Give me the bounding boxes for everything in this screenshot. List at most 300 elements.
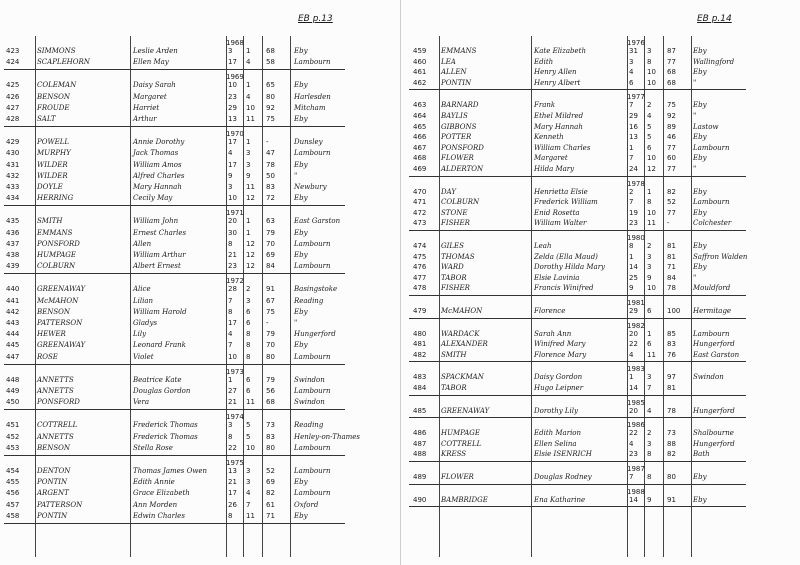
entry-day: 7 (228, 341, 233, 350)
section-divider (409, 295, 746, 296)
entry-surname: HUMPAGE (37, 251, 76, 259)
section-divider (4, 273, 345, 274)
entry-month: 12 (246, 262, 255, 271)
entry-number: 444 (6, 330, 20, 339)
entry-place: Lambourn (294, 352, 331, 361)
entry-place: Lambourn (294, 467, 331, 475)
entry-surname: DENTON (37, 467, 71, 475)
section-divider (4, 205, 345, 206)
entry-age: 91 (266, 285, 275, 294)
entry-place: Bath (693, 450, 710, 459)
entry-forenames: Ellen May (133, 58, 169, 67)
entry-forenames: Francis Winifred (534, 284, 594, 293)
entry-forenames: Jack Thomas (133, 149, 179, 158)
entry-day: 30 (228, 228, 237, 237)
entry-forenames: Henry Allen (534, 68, 577, 77)
entry-surname: GIBBONS (441, 122, 477, 131)
section-divider (409, 461, 746, 462)
entry-age: 83 (667, 340, 676, 349)
entry-number: 470 (413, 187, 427, 196)
entry-age: 71 (266, 511, 275, 520)
entry-day: 23 (629, 219, 638, 228)
entry-month: 3 (647, 373, 652, 382)
section-divider (409, 230, 746, 231)
entry-month: 1 (246, 138, 251, 147)
entry-day: 22 (629, 340, 638, 349)
entry-day: 17 (228, 160, 237, 169)
register-entry (0, 249, 400, 261)
entry-place: Reading (294, 296, 324, 305)
entry-surname: BENSON (37, 92, 71, 101)
entry-forenames: Hilda Mary (534, 165, 575, 173)
entry-place: Lambourn (294, 443, 331, 452)
entry-surname: ARGENT (37, 489, 69, 498)
register-entry (0, 227, 400, 239)
section-divider (409, 361, 746, 362)
entry-age: - (667, 219, 670, 228)
entry-month: 2 (246, 285, 251, 294)
entry-month: 12 (246, 194, 255, 203)
entry-age: 81 (667, 242, 676, 250)
entry-surname: BAYLIS (441, 112, 468, 120)
entry-month: 3 (246, 467, 251, 475)
entry-forenames: Ann Morden (133, 500, 178, 509)
entry-surname: HEWER (37, 330, 66, 339)
entry-forenames: Margaret (133, 92, 167, 101)
entry-age: 77 (667, 208, 676, 217)
entry-surname: SMITH (37, 217, 63, 226)
entry-forenames: Daisy Gordon (534, 373, 583, 382)
entry-month: 10 (647, 78, 656, 87)
entry-forenames: Violet (133, 352, 154, 361)
entry-place: Lambourn (294, 387, 331, 395)
entry-surname: SCAPLEHORN (37, 58, 90, 67)
entry-surname: ALDERTON (441, 165, 484, 173)
register-entry (0, 339, 400, 351)
entry-surname: PONTIN (37, 511, 68, 520)
entry-day: 13 (629, 133, 638, 142)
entry-forenames: Frederick William (534, 198, 598, 207)
entry-surname: SIMMONS (37, 47, 76, 55)
entry-number: 443 (6, 319, 20, 327)
entry-month: 4 (246, 58, 251, 67)
entry-month: 7 (647, 384, 652, 392)
entry-forenames: Leah (534, 242, 552, 250)
entry-day: 1 (629, 143, 634, 152)
entry-day: 4 (228, 149, 233, 158)
register-entry (0, 215, 400, 227)
entry-place: Lambourn (294, 239, 331, 248)
entry-month: 3 (246, 160, 251, 169)
entry-age: 82 (667, 450, 676, 459)
entry-place: " (693, 78, 697, 87)
entry-forenames: Daisy Sarah (133, 81, 176, 90)
entry-forenames: Albert Ernest (133, 262, 181, 271)
entry-day: 3 (228, 183, 233, 191)
entry-age: 56 (266, 387, 275, 395)
entry-age: 80 (667, 473, 676, 481)
entry-place: Eby (294, 478, 308, 487)
entry-forenames: Gladys (133, 319, 158, 327)
entry-surname: ANNETTS (37, 375, 74, 384)
register-entry (0, 181, 400, 193)
entry-day: 21 (228, 398, 237, 407)
entry-surname: McMAHON (441, 307, 483, 315)
entry-month: 9 (246, 171, 251, 180)
entry-forenames: Ernest Charles (133, 228, 187, 237)
entry-place: " (294, 171, 298, 180)
entry-month: 6 (647, 307, 652, 315)
entry-forenames: Sarah Ann (534, 329, 572, 338)
register-entry (401, 282, 800, 294)
entry-surname: COLBURN (37, 262, 76, 271)
entry-forenames: Kenneth (534, 133, 564, 142)
entry-age: 60 (667, 154, 676, 163)
year-heading: 1970 (226, 130, 244, 139)
entry-day: 21 (228, 478, 237, 487)
entry-surname: ALEXANDER (441, 340, 488, 349)
entry-forenames: Kate Elizabeth (534, 47, 586, 55)
entry-age: 82 (266, 489, 275, 498)
entry-month: 11 (647, 219, 656, 228)
entry-place: " (294, 319, 298, 327)
entry-day: 14 (629, 384, 638, 392)
section-divider (4, 364, 345, 365)
entry-forenames: Edith Annie (133, 478, 175, 487)
register-entry (0, 45, 400, 57)
entry-forenames: Douglas Rodney (534, 473, 592, 481)
entry-number: 485 (413, 406, 427, 415)
entry-month: 11 (246, 511, 255, 520)
entry-day: 17 (228, 319, 237, 327)
entry-forenames: Cecily May (133, 194, 173, 203)
entry-age: 87 (667, 47, 676, 55)
entry-day: 20 (629, 406, 638, 415)
register-entry (401, 494, 800, 506)
entry-forenames: Hugo Leipner (534, 384, 584, 392)
entry-age: 100 (667, 307, 681, 315)
register-entry (401, 77, 800, 89)
entry-month: 10 (246, 443, 255, 452)
entry-month: 10 (647, 68, 656, 77)
entry-age: 97 (667, 373, 676, 382)
entry-surname: EMMANS (441, 47, 477, 55)
entry-month: 6 (647, 340, 652, 349)
entry-surname: FLOWER (441, 473, 474, 481)
entry-day: 8 (228, 511, 233, 520)
entry-age: 61 (266, 500, 275, 509)
entry-place: Wallingford (693, 57, 735, 66)
entry-place: Mitcham (294, 103, 326, 112)
entry-number: 489 (413, 473, 427, 481)
entry-number: 479 (413, 307, 427, 315)
entry-age: 78 (266, 160, 275, 169)
entry-forenames: Arthur (133, 115, 157, 123)
entry-month: 12 (246, 251, 255, 259)
entry-age: - (266, 138, 269, 147)
entry-day: 7 (629, 154, 634, 163)
entry-place: Hungerford (693, 439, 735, 448)
year-heading: 1972 (226, 277, 244, 286)
entry-day: 24 (629, 165, 638, 173)
entry-place: Eby (693, 187, 707, 196)
entry-month: 6 (246, 387, 251, 395)
year-heading: 1977 (627, 93, 645, 102)
entry-day: 8 (228, 239, 233, 248)
entry-age: 72 (266, 194, 275, 203)
entry-place: Lambourn (693, 198, 730, 207)
entry-age: 91 (667, 495, 676, 504)
year-heading: 1968 (226, 39, 244, 47)
entry-place: Eby (693, 47, 707, 55)
entry-surname: ANNETTS (37, 387, 74, 395)
entry-day: 16 (629, 122, 638, 131)
register-entry (0, 295, 400, 307)
section-divider (409, 506, 746, 507)
entry-surname: FROUDE (37, 103, 70, 112)
entry-number: 476 (413, 263, 427, 272)
entry-day: 9 (629, 284, 634, 293)
entry-surname: FISHER (441, 219, 470, 228)
entry-place: Eby (693, 68, 707, 77)
entry-forenames: William Arthur (133, 251, 186, 259)
register-entry (0, 56, 400, 68)
register-entry (0, 79, 400, 91)
section-divider (4, 409, 345, 410)
entry-number: 435 (6, 217, 20, 226)
register-entry (0, 91, 400, 103)
entry-forenames: Leonard Frank (133, 341, 186, 350)
entry-forenames: Alfred Charles (133, 171, 185, 180)
register-entry (401, 471, 800, 483)
entry-day: 26 (228, 500, 237, 509)
register-entry (0, 476, 400, 488)
year-heading: 1980 (627, 234, 645, 242)
register-entry (0, 396, 400, 408)
entry-place: Eby (693, 101, 707, 110)
entry-forenames: Elsie ISENRICH (534, 450, 592, 459)
entry-day: 31 (629, 47, 638, 55)
entry-day: 23 (228, 262, 237, 271)
entry-place: Lambourn (294, 262, 331, 271)
entry-day: 13 (228, 115, 237, 123)
entry-forenames: Vera (133, 398, 150, 407)
entry-place: Hungerford (693, 340, 735, 349)
entry-forenames: Leslie Arden (133, 47, 178, 55)
entry-place: Lambourn (693, 329, 730, 338)
entry-month: 6 (246, 375, 251, 384)
entry-month: 1 (647, 329, 652, 338)
entry-surname: TABOR (441, 384, 467, 392)
entry-age: 65 (266, 81, 275, 90)
entry-number: 453 (6, 443, 20, 452)
entry-day: 25 (629, 273, 638, 282)
entry-place: Eby (693, 208, 707, 217)
entry-place: Reading (294, 421, 324, 430)
entry-number: 472 (413, 208, 427, 217)
register-entry (0, 102, 400, 114)
entry-forenames: Ellen Selina (534, 439, 577, 448)
entry-place: Eby (294, 47, 308, 55)
entry-age: 78 (667, 406, 676, 415)
entry-day: 21 (228, 251, 237, 259)
entry-surname: PONSFORD (37, 239, 80, 248)
entry-surname: LEA (441, 57, 456, 66)
entry-place: Basingstoke (294, 285, 338, 294)
entry-number: 460 (413, 57, 427, 66)
section-divider (409, 318, 746, 319)
entry-place: " (693, 165, 697, 173)
entry-month: 1 (647, 187, 652, 196)
entry-month: 12 (246, 239, 255, 248)
entry-month: 10 (647, 208, 656, 217)
entry-day: 8 (228, 432, 233, 441)
entry-surname: WARD (441, 263, 464, 272)
entry-surname: POWELL (37, 138, 70, 147)
entry-day: 20 (629, 329, 638, 338)
year-heading: 1982 (627, 321, 645, 330)
entry-place: Hermitage (693, 307, 732, 315)
entry-month: 3 (647, 263, 652, 272)
entry-number: 423 (6, 47, 20, 55)
entry-day: 4 (629, 68, 634, 77)
register-entry (401, 305, 800, 317)
entry-surname: BAMBRIDGE (441, 495, 488, 504)
entry-surname: GILES (441, 242, 464, 250)
entry-number: 487 (413, 439, 427, 448)
register-entry (0, 328, 400, 340)
entry-age: 73 (266, 421, 275, 430)
entry-place: Lambourn (294, 489, 331, 498)
entry-forenames: Enid Rosetta (534, 208, 580, 217)
entry-surname: WILDER (37, 171, 68, 180)
entry-month: 4 (647, 406, 652, 415)
entry-month: 1 (246, 217, 251, 226)
register-entry (401, 163, 800, 175)
register-entry (0, 385, 400, 397)
register-entry (0, 510, 400, 522)
entry-month: 3 (647, 252, 652, 261)
entry-month: 4 (246, 489, 251, 498)
entry-number: 482 (413, 350, 427, 359)
entry-place: Colchester (693, 219, 732, 228)
entry-number: 457 (6, 500, 20, 509)
entry-month: 8 (246, 352, 251, 361)
entry-forenames: Allen (133, 239, 152, 248)
entry-number: 437 (6, 239, 20, 248)
entry-age: 46 (667, 133, 676, 142)
entry-number: 456 (6, 489, 20, 498)
entry-day: 2 (629, 187, 634, 196)
register-entry (0, 170, 400, 182)
entry-surname: PATTERSON (37, 500, 83, 509)
entry-month: 1 (246, 47, 251, 55)
entry-number: 451 (6, 421, 20, 430)
entry-month: 4 (647, 112, 652, 120)
entry-place: Oxford (294, 500, 319, 509)
entry-forenames: Ethel Mildred (534, 112, 584, 120)
entry-age: 69 (266, 478, 275, 487)
entry-surname: PATTERSON (37, 319, 83, 327)
year-heading: 1981 (627, 299, 645, 307)
entry-age: 81 (667, 252, 676, 261)
entry-age: 80 (266, 352, 275, 361)
register-entry (401, 382, 800, 394)
register-entry (0, 465, 400, 477)
entry-place: Saffron Walden (693, 252, 748, 261)
entry-number: 475 (413, 252, 427, 261)
register-entry (0, 499, 400, 511)
entry-day: 8 (228, 307, 233, 316)
entry-day: 17 (228, 58, 237, 67)
entry-place: Shalbourne (693, 429, 734, 438)
entry-month: 7 (246, 500, 251, 509)
entry-age: 70 (266, 341, 275, 350)
entry-surname: FLOWER (441, 154, 474, 163)
entry-day: 29 (629, 112, 638, 120)
entry-age: 52 (266, 467, 275, 475)
entry-surname: MURPHY (37, 149, 71, 158)
entry-day: 3 (228, 47, 233, 55)
entry-place: " (693, 273, 697, 282)
entry-surname: HERRING (37, 194, 74, 203)
entry-surname: GREENAWAY (37, 341, 86, 350)
entry-place: East Garston (294, 217, 341, 226)
entry-day: 4 (629, 350, 634, 359)
register-entry (0, 159, 400, 171)
entry-place: Mouldford (693, 284, 731, 293)
entry-age: 68 (667, 78, 676, 87)
entry-day: 3 (228, 421, 233, 430)
year-heading: 1975 (226, 459, 244, 467)
entry-forenames: Dorothy Lily (534, 406, 578, 415)
entry-day: 1 (228, 375, 233, 384)
entry-age: 75 (266, 115, 275, 123)
entry-forenames: William Harold (133, 307, 187, 316)
entry-age: 79 (266, 330, 275, 339)
entry-forenames: Mary Hannah (534, 122, 583, 131)
entry-surname: GREENAWAY (441, 406, 490, 415)
entry-place: Eby (294, 194, 308, 203)
entry-month: 6 (647, 143, 652, 152)
entry-age: 70 (266, 239, 275, 248)
register-entry (0, 374, 400, 386)
register-entry (0, 283, 400, 295)
entry-day: 8 (629, 242, 634, 250)
entry-day: 17 (228, 138, 237, 147)
entry-forenames: Stella Rose (133, 443, 173, 452)
entry-month: 3 (647, 439, 652, 448)
entry-age: 88 (667, 439, 676, 448)
entry-place: Swindon (693, 373, 724, 382)
entry-number: 441 (6, 296, 20, 305)
page-reference: EB p.14 (697, 14, 732, 24)
entry-surname: SALT (37, 115, 56, 123)
entry-month: 3 (246, 149, 251, 158)
entry-number: 425 (6, 81, 20, 90)
entry-number: 448 (6, 375, 20, 384)
entry-forenames: Thomas James Owen (133, 467, 207, 475)
entry-month: 12 (647, 165, 656, 173)
register-entry (0, 192, 400, 204)
entry-surname: KRESS (441, 450, 467, 459)
entry-number: 464 (413, 112, 427, 120)
section-divider (409, 89, 746, 90)
entry-number: 458 (6, 511, 20, 520)
entry-day: 28 (228, 285, 237, 294)
entry-forenames: Ena Katharine (534, 495, 586, 504)
entry-age: 92 (266, 103, 275, 112)
